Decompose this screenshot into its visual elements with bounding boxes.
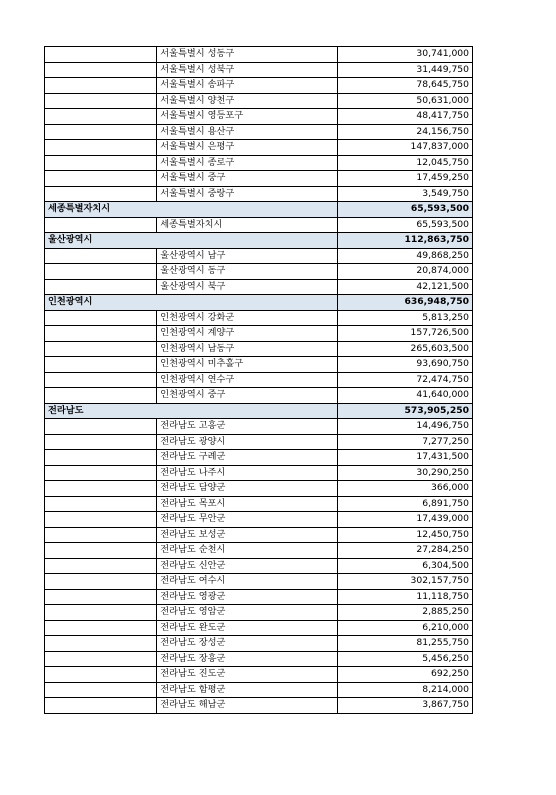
amount-cell: 20,874,000: [338, 264, 473, 280]
amount-cell: 27,284,250: [338, 543, 473, 559]
district-row: [45, 481, 473, 497]
district-row: [45, 512, 473, 528]
empty-cell: [45, 481, 157, 497]
empty-cell: [45, 279, 157, 295]
district-name-cell: 전라남도 장성군: [157, 636, 338, 652]
district-name-cell: 서울특별시 영등포구: [157, 109, 338, 125]
amount-cell: 48,417,750: [338, 109, 473, 125]
district-row: [45, 450, 473, 466]
amount-cell: 42,121,500: [338, 279, 473, 295]
amount-cell: 49,868,250: [338, 248, 473, 264]
district-name-cell: 인천광역시 남동구: [157, 341, 338, 357]
empty-cell: [45, 574, 157, 590]
district-row: [45, 47, 473, 63]
district-name-cell: 전라남도 구례군: [157, 450, 338, 466]
district-name-cell: 울산광역시 동구: [157, 264, 338, 280]
amount-cell: 12,450,750: [338, 527, 473, 543]
amount-cell: 5,813,250: [338, 310, 473, 326]
district-row: [45, 217, 473, 233]
district-row: [45, 496, 473, 512]
district-name-cell: 서울특별시 성동구: [157, 47, 338, 63]
district-row: [45, 589, 473, 605]
amount-cell: 692,250: [338, 667, 473, 683]
empty-cell: [45, 341, 157, 357]
region-total-row: [45, 403, 473, 419]
empty-cell: [157, 202, 338, 218]
amount-cell: 11,118,750: [338, 589, 473, 605]
amount-cell: 7,277,250: [338, 434, 473, 450]
empty-cell: [45, 171, 157, 187]
amount-cell: 17,431,500: [338, 450, 473, 466]
district-name-cell: 울산광역시 북구: [157, 279, 338, 295]
district-name-cell: 전라남도 해남군: [157, 698, 338, 714]
district-row: [45, 140, 473, 156]
amount-cell: 157,726,500: [338, 326, 473, 342]
district-row: [45, 171, 473, 187]
district-name-cell: 서울특별시 양천구: [157, 93, 338, 109]
empty-cell: [45, 651, 157, 667]
empty-cell: [45, 248, 157, 264]
district-row: [45, 636, 473, 652]
empty-cell: [45, 357, 157, 373]
empty-cell: [45, 605, 157, 621]
region-name-cell: 울산광역시: [45, 233, 157, 249]
district-name-cell: 전라남도 여수시: [157, 574, 338, 590]
empty-cell: [45, 326, 157, 342]
amount-cell: 78,645,750: [338, 78, 473, 94]
district-row: [45, 186, 473, 202]
amount-cell: 14,496,750: [338, 419, 473, 435]
table-body: [45, 47, 473, 714]
amount-cell: 112,863,750: [338, 233, 473, 249]
district-name-cell: 서울특별시 용산구: [157, 124, 338, 140]
empty-cell: [45, 217, 157, 233]
district-name-cell: 전라남도 영암군: [157, 605, 338, 621]
empty-cell: [45, 620, 157, 636]
amount-cell: 30,290,250: [338, 465, 473, 481]
empty-cell: [45, 698, 157, 714]
district-row: [45, 310, 473, 326]
amount-cell: 6,304,500: [338, 558, 473, 574]
district-row: [45, 682, 473, 698]
district-name-cell: 전라남도 장흥군: [157, 651, 338, 667]
amount-cell: 31,449,750: [338, 62, 473, 78]
amount-cell: 41,640,000: [338, 388, 473, 404]
amount-cell: 265,603,500: [338, 341, 473, 357]
district-row: [45, 465, 473, 481]
spreadsheet-table: [44, 46, 473, 714]
empty-cell: [157, 233, 338, 249]
empty-cell: [45, 388, 157, 404]
district-name-cell: 전라남도 나주시: [157, 465, 338, 481]
district-row: [45, 279, 473, 295]
amount-cell: 3,549,750: [338, 186, 473, 202]
district-name-cell: 전라남도 영광군: [157, 589, 338, 605]
district-name-cell: 인천광역시 계양구: [157, 326, 338, 342]
region-name-cell: 전라남도: [45, 403, 157, 419]
amount-cell: 366,000: [338, 481, 473, 497]
district-row: [45, 574, 473, 590]
district-name-cell: 서울특별시 성북구: [157, 62, 338, 78]
empty-cell: [45, 512, 157, 528]
district-name-cell: 전라남도 광양시: [157, 434, 338, 450]
amount-cell: 8,214,000: [338, 682, 473, 698]
empty-cell: [45, 47, 157, 63]
district-name-cell: 서울특별시 송파구: [157, 78, 338, 94]
district-row: [45, 155, 473, 171]
district-name-cell: 전라남도 고흥군: [157, 419, 338, 435]
district-row: [45, 605, 473, 621]
empty-cell: [45, 465, 157, 481]
district-row: [45, 543, 473, 559]
district-name-cell: 서울특별시 중구: [157, 171, 338, 187]
district-name-cell: 인천광역시 강화군: [157, 310, 338, 326]
empty-cell: [45, 140, 157, 156]
district-row: [45, 651, 473, 667]
amount-cell: 573,905,250: [338, 403, 473, 419]
amount-cell: 636,948,750: [338, 295, 473, 311]
district-name-cell: 서울특별시 종로구: [157, 155, 338, 171]
empty-cell: [45, 682, 157, 698]
empty-cell: [45, 667, 157, 683]
amount-cell: 3,867,750: [338, 698, 473, 714]
district-row: [45, 372, 473, 388]
empty-cell: [45, 589, 157, 605]
district-name-cell: 인천광역시 미추홀구: [157, 357, 338, 373]
empty-cell: [45, 78, 157, 94]
district-row: [45, 248, 473, 264]
district-name-cell: 전라남도 신안군: [157, 558, 338, 574]
district-name-cell: 전라남도 순천시: [157, 543, 338, 559]
empty-cell: [45, 543, 157, 559]
amount-cell: 17,459,250: [338, 171, 473, 187]
amount-cell: 302,157,750: [338, 574, 473, 590]
district-row: [45, 78, 473, 94]
district-name-cell: 전라남도 무안군: [157, 512, 338, 528]
district-name-cell: 전라남도 완도군: [157, 620, 338, 636]
amount-cell: 24,156,750: [338, 124, 473, 140]
empty-cell: [45, 186, 157, 202]
amount-cell: 147,837,000: [338, 140, 473, 156]
district-row: [45, 264, 473, 280]
district-row: [45, 124, 473, 140]
empty-cell: [45, 109, 157, 125]
region-name-cell: 인천광역시: [45, 295, 157, 311]
amount-cell: 65,593,500: [338, 217, 473, 233]
empty-cell: [45, 155, 157, 171]
region-total-row: [45, 295, 473, 311]
region-total-row: [45, 202, 473, 218]
amount-cell: 6,891,750: [338, 496, 473, 512]
amount-cell: 6,210,000: [338, 620, 473, 636]
amount-cell: 50,631,000: [338, 93, 473, 109]
amount-cell: 30,741,000: [338, 47, 473, 63]
district-name-cell: 전라남도 보성군: [157, 527, 338, 543]
amount-cell: 2,885,250: [338, 605, 473, 621]
district-row: [45, 698, 473, 714]
empty-cell: [45, 434, 157, 450]
district-name-cell: 서울특별시 은평구: [157, 140, 338, 156]
empty-cell: [45, 124, 157, 140]
district-name-cell: 전라남도 함평군: [157, 682, 338, 698]
amount-cell: 5,456,250: [338, 651, 473, 667]
district-name-cell: 전라남도 목포시: [157, 496, 338, 512]
amount-cell: 17,439,000: [338, 512, 473, 528]
empty-cell: [157, 295, 338, 311]
district-row: [45, 326, 473, 342]
empty-cell: [45, 62, 157, 78]
district-row: [45, 62, 473, 78]
district-name-cell: 서울특별시 중랑구: [157, 186, 338, 202]
district-name-cell: 인천광역시 연수구: [157, 372, 338, 388]
district-name-cell: 울산광역시 남구: [157, 248, 338, 264]
empty-cell: [45, 558, 157, 574]
region-total-row: [45, 233, 473, 249]
empty-cell: [45, 93, 157, 109]
district-row: [45, 558, 473, 574]
empty-cell: [45, 310, 157, 326]
district-row: [45, 419, 473, 435]
district-row: [45, 357, 473, 373]
district-name-cell: 전라남도 진도군: [157, 667, 338, 683]
empty-cell: [45, 372, 157, 388]
district-name-cell: 인천광역시 중구: [157, 388, 338, 404]
district-row: [45, 434, 473, 450]
amount-cell: 65,593,500: [338, 202, 473, 218]
district-row: [45, 667, 473, 683]
empty-cell: [45, 636, 157, 652]
amount-cell: 12,045,750: [338, 155, 473, 171]
empty-cell: [45, 527, 157, 543]
empty-cell: [45, 496, 157, 512]
region-name-cell: 세종특별자치시: [45, 202, 157, 218]
district-name-cell: 세종특별자치시: [157, 217, 338, 233]
district-row: [45, 388, 473, 404]
empty-cell: [45, 419, 157, 435]
amount-cell: 72,474,750: [338, 372, 473, 388]
district-row: [45, 341, 473, 357]
amount-cell: 81,255,750: [338, 636, 473, 652]
amount-cell: 93,690,750: [338, 357, 473, 373]
empty-cell: [45, 264, 157, 280]
empty-cell: [157, 403, 338, 419]
district-name-cell: 전라남도 담양군: [157, 481, 338, 497]
district-row: [45, 93, 473, 109]
empty-cell: [45, 450, 157, 466]
district-row: [45, 527, 473, 543]
district-row: [45, 109, 473, 125]
district-row: [45, 620, 473, 636]
